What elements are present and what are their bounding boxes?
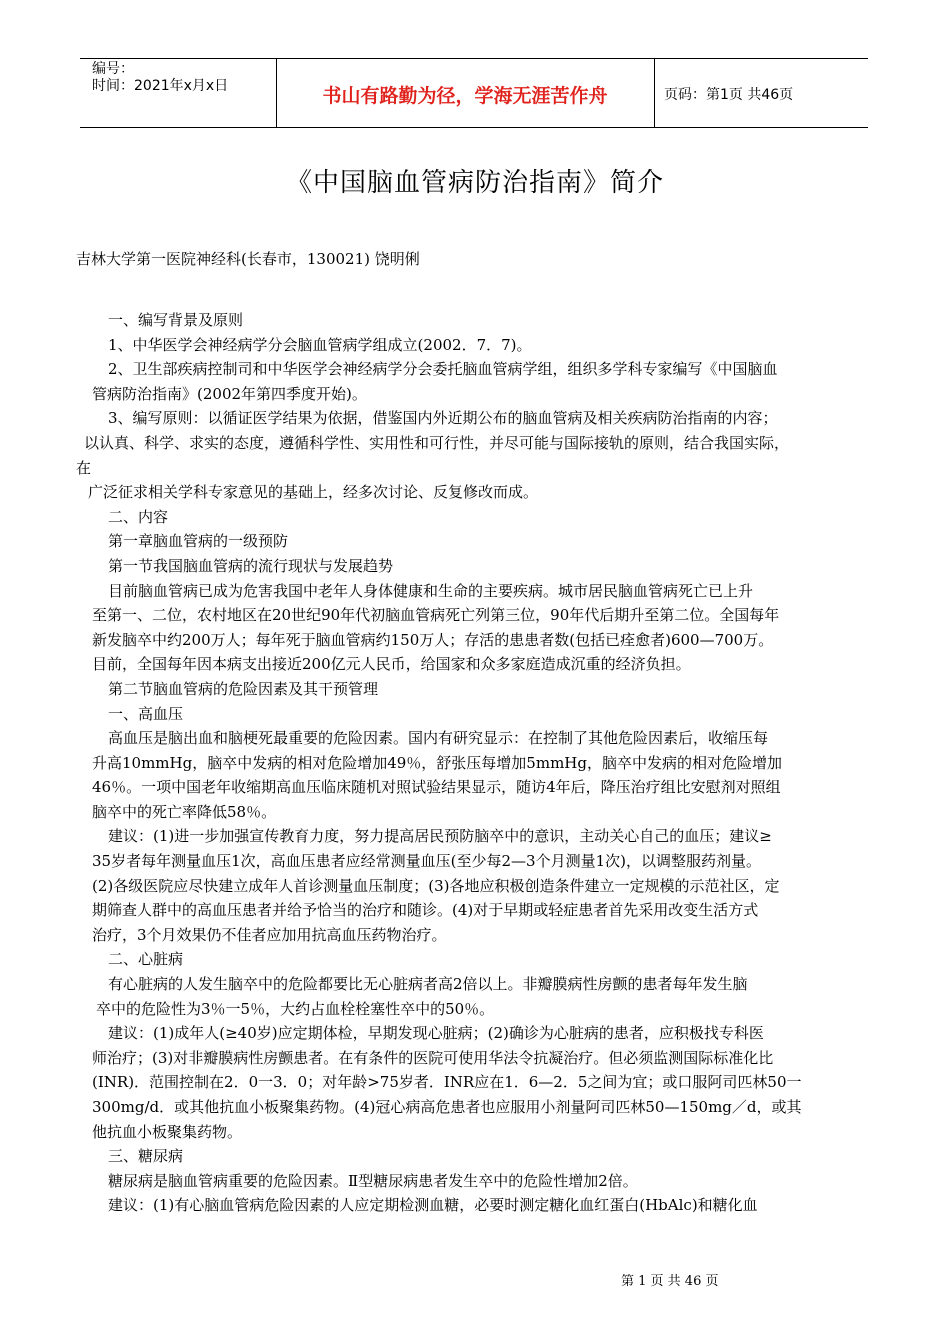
paragraph-line: 他抗血小板聚集药物。: [92, 1122, 243, 1141]
item-heading: 一、高血压: [108, 704, 184, 723]
paragraph-line: 在: [76, 458, 92, 477]
paragraph-line: 46％。一项中国老年收缩期高血压临床随机对照试验结果显示，随访4年后，降压治疗组比安慰剂对照组: [92, 778, 781, 797]
author-line: 吉林大学第一医院神经科(长春市，130021) 饶明俐: [76, 250, 420, 268]
section-heading: 二、内容: [108, 507, 169, 526]
paragraph-line: 管病防治指南》(2002年第四季度开始)。: [92, 384, 367, 403]
document-header: [80, 58, 868, 128]
paragraph-line: 目前，全国每年因本病支出接近200亿元人民币，给国家和众多家庭造成沉重的经济负担。: [92, 655, 691, 674]
paragraph-line: 师治疗；(3)对非瓣膜病性房颤患者。在有条件的医院可使用华法令抗凝治疗。但必须监测国际标准化比: [92, 1048, 774, 1067]
paragraph-line: 有心脏病的人发生脑卒中的危险都要比无心脏病者高2倍以上。非瓣膜病性房颤的患者每年发生脑: [108, 975, 748, 994]
paragraph-line: 建议：(1)进一步加强宣传教育力度，努力提高居民预防脑卒中的意识，主动关心自己的血压；建议≥: [108, 827, 772, 846]
item-heading: 三、糖尿病: [108, 1147, 184, 1166]
document-title: 《中国脑血管病防治指南》简介: [285, 168, 664, 198]
page-footer: 第 1 页 共 46 页: [621, 1274, 719, 1289]
paragraph-line: (2)各级医院应尽快建立成年人首诊测量血压制度；(3)各地应积极创造条件建立一定规模的示范社区，定: [92, 876, 780, 895]
header-page-info: 页码：第1页 共46页: [664, 87, 794, 103]
paragraph-line: 脑卒中的死亡率降低58％。: [92, 802, 277, 821]
paragraph-line: 建议：(1)有心脑血管病危险因素的人应定期检测血糖，必要时测定糖化血红蛋白(HbAlc)和糖化血: [108, 1196, 758, 1215]
paragraph-line: 目前脑血管病已成为危害我国中老年人身体健康和生命的主要疾病。城市居民脑血管病死亡已上升: [108, 581, 754, 600]
paragraph-line: (INR)．范围控制在2．0一3．0；对年龄>75岁者．INR应在1．6—2．5之间为宜；或口服阿司匹林50一: [92, 1073, 802, 1092]
chapter-heading: 第一章脑血管病的一级预防: [108, 532, 289, 551]
paragraph-line: 治疗，3个月效果仍不佳者应加用抗高血压药物治疗。: [92, 925, 447, 944]
paragraph-line: 糖尿病是脑血管病重要的危险因素。Ⅱ型糖尿病患者发生卒中的危险性增加2倍。: [108, 1171, 638, 1190]
item-heading: 二、心脏病: [108, 950, 184, 969]
header-number-label: 编号：: [92, 61, 134, 77]
subsection-heading: 第二节脑血管病的危险因素及其干预管理: [108, 679, 379, 698]
paragraph-line: 3、编写原则：以循证医学结果为依据，借鉴国内外近期公布的脑血管病及相关疾病防治指南的内容；: [108, 409, 778, 428]
paragraph-line: 以认真、科学、求实的态度，遵循科学性、实用性和可行性，并尽可能与国际接轨的原则，结合我国实际，: [84, 433, 790, 452]
subsection-heading: 第一节我国脑血管病的流行现状与发展趋势: [108, 556, 394, 575]
paragraph-line: 300mg/d．或其他抗血小板聚集药物。(4)冠心病高危患者也应服用小剂量阿司匹林50—150mg／d，或其: [92, 1098, 802, 1116]
paragraph-line: 至第一、二位，农村地区在20世纪90年代初脑血管病死亡列第三位，90年代后期升至第二位。全国每年: [92, 606, 780, 625]
paragraph-line: 期筛查人群中的高血压患者并给予恰当的治疗和随诊。(4)对于早期或轻症患者首先采用改变生活方式: [92, 901, 759, 920]
paragraph-line: 1、中华医学会神经病学分会脑血管病学组成立(2002．7．7)。: [108, 335, 532, 354]
paragraph-line: 2、卫生部疾病控制司和中华医学会神经病学分会委托脑血管病学组，组织多学科专家编写《中国脑血: [108, 360, 778, 379]
paragraph-line: 新发脑卒中约200万人；每年死于脑血管病约150万人；存活的患患者数(包括已痊愈者)600—700万。: [92, 630, 774, 649]
paragraph-line: 升高10mmHg，脑卒中发病的相对危险增加49％，舒张压每增加5mmHg，脑卒中发病的相对危险增加: [92, 753, 782, 772]
paragraph-line: 建议：(1)成年人(≥40岁)应定期体检，早期发现心脏病；(2)确诊为心脏病的患者，应积极找专科医: [108, 1024, 764, 1043]
paragraph-line: 高血压是脑出血和脑梗死最重要的危险因素。国内有研究显示：在控制了其他危险因素后，收缩压每: [108, 729, 769, 748]
paragraph-line: 卒中的危险性为3％一5％，大约占血栓栓塞性卒中的50％。: [96, 999, 495, 1018]
document-body: [76, 308, 876, 1218]
paragraph-line: 35岁者每年测量血压1次，高血压患者应经常测量血压(至少每2—3个月测量1次)，以调整服药剂量。: [92, 852, 761, 871]
section-heading: 一、编写背景及原则: [108, 311, 244, 329]
paragraph-line: 广泛征求相关学科专家意见的基础上，经多次讨论、反复修改而成。: [88, 483, 539, 502]
header-motto: 书山有路勤为径，学海无涯苦作舟: [322, 85, 608, 107]
header-divider-right: [654, 59, 655, 127]
header-date-label: 时间：2021年x月x日: [92, 78, 229, 94]
header-meta: [92, 61, 228, 95]
